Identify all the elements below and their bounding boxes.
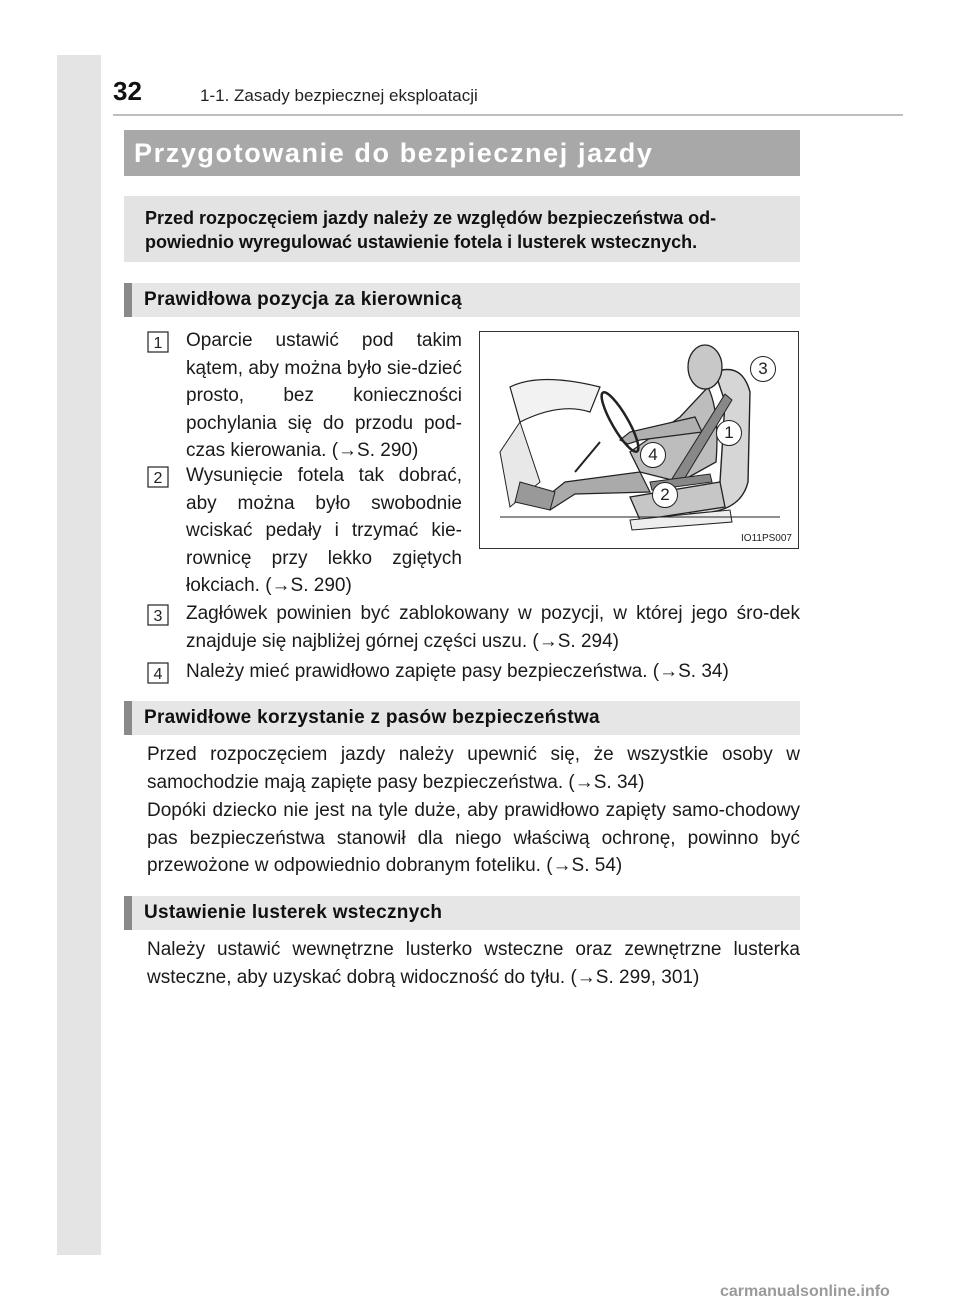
number-4-icon	[147, 662, 169, 684]
number-box-digit: 4	[153, 666, 163, 683]
number-1-icon	[147, 331, 169, 353]
belts-paragraph-2: Dopóki dziecko nie jest na tyle duże, aby prawidłowo zapięty samo-chodowy pas bezpieczeństwa stanowił dla niego właściwą ochronę, powinno być przewożone w odpowiednio dobranym foteliku. (→S. 54)	[147, 800, 800, 876]
number-box-digit: 3	[153, 608, 163, 625]
mirrors-paragraph: Należy ustawić wewnętrzne lusterko wsteczne oraz zewnętrzne lusterka wsteczne, aby uzyskać dobrą widoczność do tyłu. (→S. 299, 301)	[147, 939, 800, 988]
position-item-2: Wysunięcie fotela tak dobrać, aby można było swobodnie wciskać pedały i trzymać kie-rownicę przy lekko zgiętych łokciach. (→S. 290)	[186, 465, 462, 596]
figure-callout-4: 4	[640, 442, 666, 468]
figure-callout-1: 1	[716, 420, 742, 446]
page-title: Przygotowanie do bezpiecznej jazdy	[134, 138, 654, 168]
position-item-4: Należy mieć prawidłowo zapięte pasy bezpieczeństwa. (→S. 34)	[186, 661, 729, 682]
subheading-belts	[124, 701, 800, 735]
page-number: 32	[113, 76, 142, 106]
belts-paragraph-1: Przed rozpoczęciem jazdy należy upewnić się, że wszystkie osoby w samochodzie mają zapięte pasy bezpieczeństwa. (→S. 34)	[147, 744, 800, 793]
side-band	[57, 55, 101, 1255]
intro-text: Przed rozpoczęciem jazdy należy ze względów bezpieczeństwa od-powiednio wyregulować ustawienie fotela i lusterek wstecznych.	[145, 208, 717, 253]
watermark: carmanualsonline.info	[720, 1283, 890, 1300]
number-2-icon	[147, 466, 169, 488]
subheading-position	[124, 283, 800, 317]
figure-callout-2: 2	[652, 482, 678, 508]
subheading-belts-label: Prawidłowe korzystanie z pasów bezpieczeństwa	[144, 707, 600, 728]
subheading-mirrors-label: Ustawienie lusterek wstecznych	[144, 902, 443, 923]
figure-callout-3: 3	[750, 356, 776, 382]
driving-position-figure	[479, 331, 799, 549]
header-rule	[113, 114, 903, 116]
number-3-icon	[147, 604, 169, 626]
number-box-digit: 2	[153, 470, 163, 487]
position-item-1: Oparcie ustawić pod takim kątem, aby można było sie-dzieć prosto, bez konieczności pochylania się do przodu pod-czas kierowania. (→S. 290)	[186, 330, 462, 461]
number-box-digit: 1	[153, 335, 163, 352]
subheading-position-label: Prawidłowa pozycja za kierownicą	[144, 289, 462, 310]
position-item-3: Zagłówek powinien być zablokowany w pozycji, w której jego śro-dek znajduje się najbliżej górnej części uszu. (→S. 294)	[186, 603, 800, 652]
figure-code: IO11PS007	[741, 533, 792, 544]
section-label: 1-1. Zasady bezpiecznej eksploatacji	[200, 86, 478, 105]
subheading-mirrors	[124, 896, 800, 930]
